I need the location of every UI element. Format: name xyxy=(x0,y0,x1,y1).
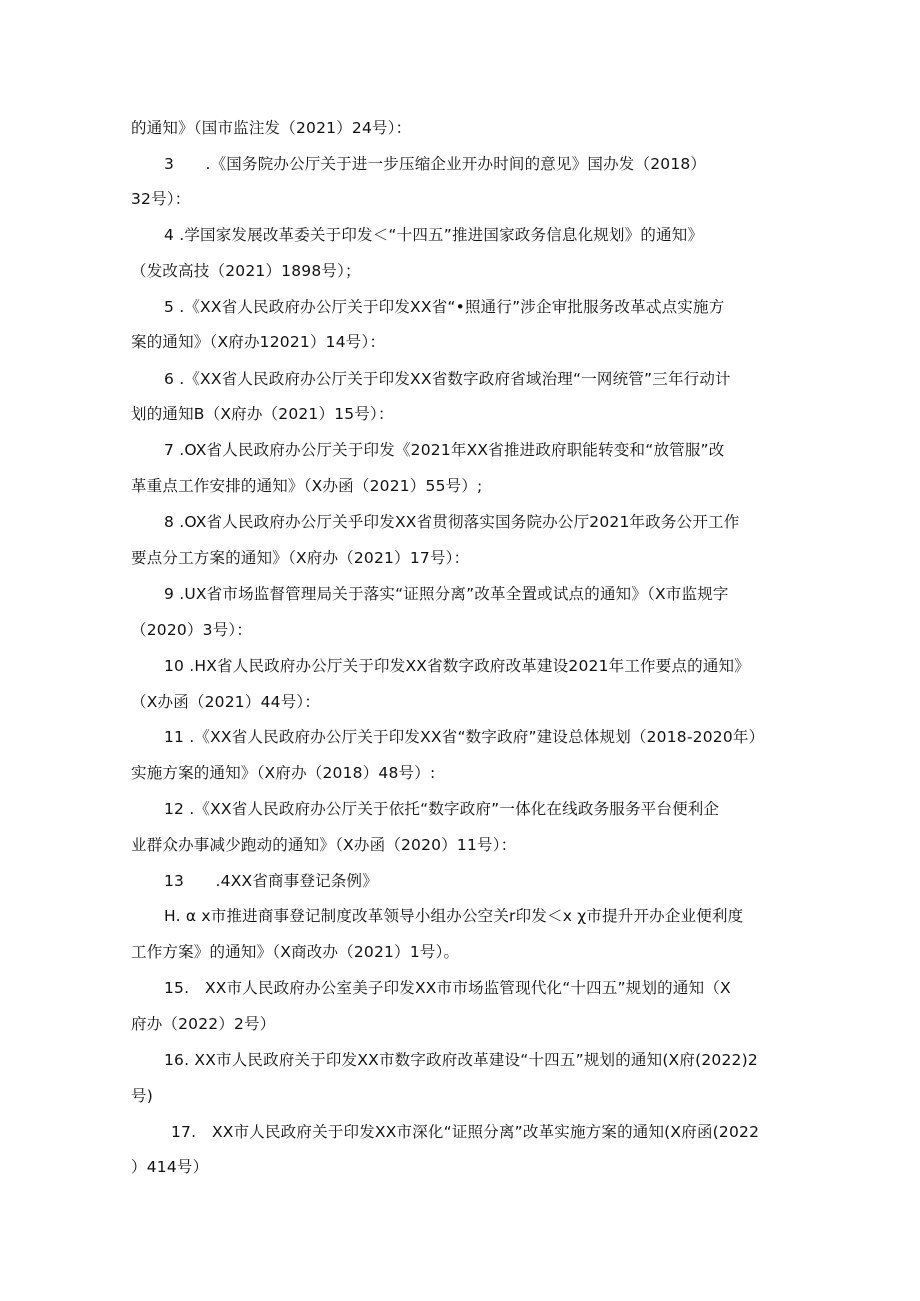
text-line: 4 .学国家发展改革委关于印发＜“十四五”推进国家政务信息化规划》的通知》 xyxy=(164,226,704,244)
text-line: 3 .《国务院办公厅关于进一步压缩企业开办时间的意见》国办发（2018） xyxy=(164,155,707,173)
text-line: 府办（2022）2号） xyxy=(131,1015,276,1033)
text-line: 17. XX市人民政府关于印发XX市深化“证照分离”改革实施方案的通知(X府函(2022 xyxy=(171,1123,760,1141)
text-line: （X办函（2021）44号）： xyxy=(131,693,321,711)
text-line: 15. XX市人民政府办公室美子印发XX市市场监管现代化“十四五”规划的通知（X xyxy=(164,979,731,997)
text-line: （发改高技（2021）1898号）； xyxy=(131,262,361,280)
text-line: 工作方案》的通知》（X商改办（2021）1号）。 xyxy=(131,943,460,961)
text-line: 10 .HX省人民政府办公厅关于印发XX省数字政府改革建设2021年工作要点的通知》 xyxy=(164,657,750,675)
text-line: 9 .UX省市场监督管理局关于落实“证照分离”改革全置或试点的通知》（X市监规字 xyxy=(164,585,729,603)
text-line: 8 .OX省人民政府办公厅关乎印发XX省贯彻落实国务院办公厅2021年政务公开工作 xyxy=(164,513,740,531)
text-line: 13 .4XX省商事登记条例》 xyxy=(164,872,378,890)
text-line: 7 .OX省人民政府办公厅关于印发《2021年XX省推进政府职能转变和“放管服”改 xyxy=(164,441,725,459)
text-line: H. α x市推进商事登记制度改革领导小组办公空关r印发＜x χ市提升开办企业便利度 xyxy=(164,907,744,925)
text-line: ）414号） xyxy=(131,1158,209,1176)
text-line: 的通知》（国市监注发（2021）24号）： xyxy=(131,119,412,137)
text-line: 11 .《XX省人民政府办公厅关于印发XX省“数字政府”建设总体规划（2018-2020年） xyxy=(164,728,765,746)
text-line: 要点分工方案的通知》（X府办（2021）17号）： xyxy=(131,549,470,567)
text-line: 12 .《XX省人民政府办公厅关于依托“数字政府”一体化在线政务服务平台便利企 xyxy=(164,800,720,818)
text-line: 16. XX市人民政府关于印发XX市数字政府改革建设“十四五”规划的通知(X府(2022)2 xyxy=(164,1051,758,1069)
text-line: 6 .《XX省人民政府办公厅关于印发XX省数字政府省域治理“一网统管”三年行动计 xyxy=(164,370,731,388)
text-line: 业群众办事减少跑动的通知》（X办函（2020）11号）： xyxy=(131,836,517,854)
text-line: 5 .《XX省人民政府办公厅关于印发XX省“•照通行”涉企审批服务改革忒点实施方 xyxy=(164,298,725,316)
text-line: 实施方案的通知》（X府办（2018）48号）: xyxy=(131,764,436,782)
text-line: 32号）： xyxy=(131,190,191,208)
text-line: （2020）3号）： xyxy=(131,621,253,639)
text-line: 号) xyxy=(131,1087,153,1105)
text-line: 革重点工作安排的通知》（X办函（2021）55号）; xyxy=(131,477,483,495)
text-line: 划的通知B（X府办（2021）15号）： xyxy=(131,405,394,423)
text-line: 案的通知》（X府办12021）14号）： xyxy=(131,333,386,351)
